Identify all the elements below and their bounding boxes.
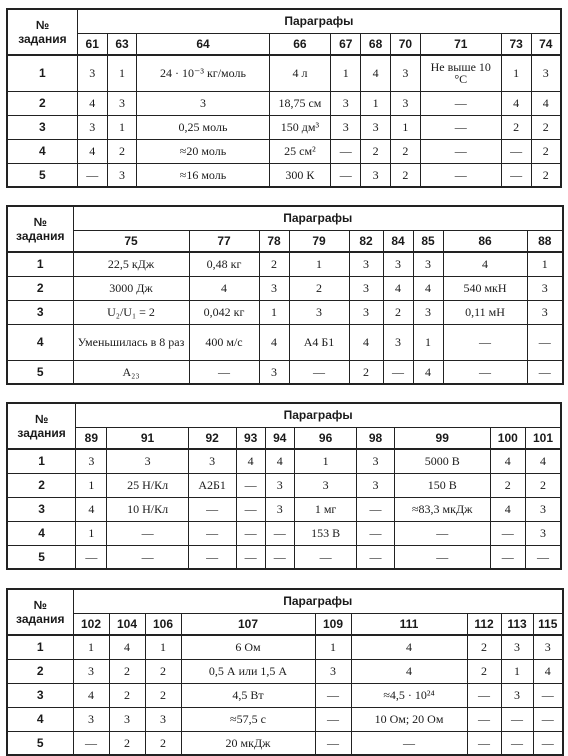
answer-cell: 4,5 Вт — [181, 683, 315, 707]
answer-cell: 1 — [289, 252, 349, 276]
task-number: 1 — [7, 449, 76, 473]
answer-cell: 0,5 А или 1,5 А — [181, 659, 315, 683]
answer-cell: 2 — [501, 115, 531, 139]
paragraph-number: 74 — [531, 33, 561, 55]
paragraph-number: 101 — [525, 427, 561, 449]
answer-cell: 4 — [490, 449, 525, 473]
answer-cell: — — [188, 497, 236, 521]
answer-cell: — — [501, 707, 533, 731]
answer-cell: 3 — [501, 635, 533, 659]
answer-cell: — — [420, 163, 501, 187]
answer-cell: 3 — [349, 276, 383, 300]
answer-cell: 4 — [361, 55, 391, 91]
answer-cell: 4 — [383, 276, 413, 300]
paragraphs-header: Параграфы — [76, 403, 561, 427]
answer-cell: 3 — [259, 276, 289, 300]
paragraphs-header: Параграфы — [73, 589, 563, 613]
answer-cell: 2 — [145, 683, 181, 707]
answer-cell: 1 — [145, 635, 181, 659]
answer-cell: 3 — [73, 659, 109, 683]
answer-cell: 2 — [531, 115, 561, 139]
paragraph-number: 98 — [357, 427, 394, 449]
answer-cell: 1 — [76, 473, 107, 497]
answer-cell: 3 — [383, 324, 413, 360]
answer-cell: 153 В — [294, 521, 356, 545]
answer-cell: 3 — [361, 163, 391, 187]
answer-cell: 4 — [413, 360, 443, 384]
answer-cell: 4 — [525, 449, 561, 473]
answer-cell: 3 — [357, 473, 394, 497]
answer-cell: — — [420, 115, 501, 139]
table-row — [7, 55, 561, 91]
answer-cell: 1 — [501, 659, 533, 683]
answer-cell: 0,042 кг — [189, 300, 259, 324]
paragraph-number: 85 — [413, 230, 443, 252]
answer-cell: — — [315, 683, 351, 707]
answer-cell: — — [420, 139, 501, 163]
paragraph-number: 112 — [467, 613, 501, 635]
answer-cell: 3 — [265, 473, 294, 497]
answer-cell: 4 — [490, 497, 525, 521]
paragraph-number: 79 — [289, 230, 349, 252]
answer-cell: 5000 В — [394, 449, 490, 473]
answer-cell: 4 — [189, 276, 259, 300]
answer-cell: 1 — [73, 635, 109, 659]
answer-cell: 540 мкН — [443, 276, 527, 300]
answer-cell: — — [188, 521, 236, 545]
answer-cell: 3 — [349, 300, 383, 324]
answer-cell: 0,48 кг — [189, 252, 259, 276]
task-number: 5 — [7, 360, 73, 384]
answer-cell: 1 — [361, 91, 391, 115]
table-row — [7, 635, 563, 659]
table-row — [7, 707, 563, 731]
paragraph-number: 96 — [294, 427, 356, 449]
answer-cell: 2 — [109, 731, 145, 755]
paragraph-number: 91 — [107, 427, 188, 449]
answer-cell: — — [357, 521, 394, 545]
answer-cell: 150 В — [394, 473, 490, 497]
table-row — [7, 449, 561, 473]
paragraph-number: 99 — [394, 427, 490, 449]
answer-cell: 4 — [77, 91, 107, 115]
paragraph-number: 64 — [137, 33, 269, 55]
answer-cell: — — [501, 731, 533, 755]
paragraph-number: 111 — [351, 613, 467, 635]
answer-cell: 1 — [331, 55, 361, 91]
table-row — [7, 683, 563, 707]
paragraph-number: 63 — [107, 33, 137, 55]
answer-cell: 6 Ом — [181, 635, 315, 659]
paragraph-number: 77 — [189, 230, 259, 252]
answer-cell: 3 — [390, 55, 420, 91]
answer-cell: 3 — [361, 115, 391, 139]
answer-cell: 3 — [525, 497, 561, 521]
answer-cell: 3 — [533, 635, 563, 659]
answer-cell: 1 — [107, 55, 137, 91]
answer-cell: 25 Н/Кл — [107, 473, 188, 497]
answer-cell: 22,5 кДж — [73, 252, 189, 276]
answer-cell: 24 · 10⁻³ кг/моль — [137, 55, 269, 91]
answer-cell: 3 — [413, 300, 443, 324]
table-row — [7, 360, 563, 384]
answer-cell: A₂₃ — [73, 360, 189, 384]
task-number: 3 — [7, 683, 73, 707]
answer-cell: 2 — [289, 276, 349, 300]
answer-cell: ≈16 моль — [137, 163, 269, 187]
answer-cell: 4 — [413, 276, 443, 300]
answer-cell: 2 — [259, 252, 289, 276]
answer-cell: 3 — [315, 659, 351, 683]
answer-cell: — — [236, 473, 265, 497]
paragraph-number: 78 — [259, 230, 289, 252]
answer-cell: 4 — [236, 449, 265, 473]
answer-cell: 3 — [390, 91, 420, 115]
paragraph-number: 104 — [109, 613, 145, 635]
task-number: 1 — [7, 55, 77, 91]
answer-cell: — — [394, 545, 490, 569]
answer-cell: 1 — [413, 324, 443, 360]
answer-cell: 3 — [383, 252, 413, 276]
answer-cell: 1 — [259, 300, 289, 324]
answer-cell: — — [357, 497, 394, 521]
answer-cell: 4 — [443, 252, 527, 276]
answer-cell: 20 мкДж — [181, 731, 315, 755]
paragraph-number: 67 — [331, 33, 361, 55]
paragraph-number: 68 — [361, 33, 391, 55]
answer-cell: 1 — [76, 521, 107, 545]
paragraph-number: 88 — [527, 230, 563, 252]
answer-cell: 4 — [259, 324, 289, 360]
paragraph-number: 93 — [236, 427, 265, 449]
answer-cell: 4 — [351, 635, 467, 659]
answer-cell: Уменьшилась в 8 раз — [73, 324, 189, 360]
answer-cell: 1 — [501, 55, 531, 91]
answer-cell: — — [467, 683, 501, 707]
paragraph-number: 106 — [145, 613, 181, 635]
task-number-header: № задания — [7, 206, 73, 252]
task-number: 3 — [7, 300, 73, 324]
answer-cell: 1 — [107, 115, 137, 139]
answer-cell: 0,25 моль — [137, 115, 269, 139]
answer-cell: 2 — [361, 139, 391, 163]
answer-cell: 3 — [357, 449, 394, 473]
answer-cell: — — [383, 360, 413, 384]
answer-cell: 4 л — [269, 55, 331, 91]
answer-cell: 3 — [265, 497, 294, 521]
answer-cell: Не выше 10 °С — [420, 55, 501, 91]
answer-cell: — — [265, 545, 294, 569]
answer-cell: — — [294, 545, 356, 569]
answer-cell: А4 Б1 — [289, 324, 349, 360]
paragraph-number: 71 — [420, 33, 501, 55]
paragraph-number: 82 — [349, 230, 383, 252]
answer-cell: — — [73, 731, 109, 755]
paragraph-number: 109 — [315, 613, 351, 635]
answer-cell: — — [533, 731, 563, 755]
answer-cell: 3 — [331, 115, 361, 139]
answer-cell: 1 — [294, 449, 356, 473]
answer-cell: — — [533, 707, 563, 731]
answer-cell: 25 см² — [269, 139, 331, 163]
task-number: 2 — [7, 276, 73, 300]
answer-cell: 3 — [107, 449, 188, 473]
table-row — [7, 139, 561, 163]
task-number: 4 — [7, 707, 73, 731]
answer-cell: 2 — [531, 163, 561, 187]
answer-cell: 18,75 см — [269, 91, 331, 115]
answer-cell: U₂/U₁ = 2 — [73, 300, 189, 324]
answer-cell: 3 — [501, 683, 533, 707]
paragraph-number: 75 — [73, 230, 189, 252]
table-row — [7, 300, 563, 324]
answer-cell: 3 — [413, 252, 443, 276]
answer-cell: 3 — [331, 91, 361, 115]
answer-cell: 2 — [525, 473, 561, 497]
answer-cell: 2 — [145, 659, 181, 683]
paragraph-number: 84 — [383, 230, 413, 252]
answer-cell: 2 — [390, 139, 420, 163]
answer-cell: 10 Ом; 20 Ом — [351, 707, 467, 731]
answer-cell: — — [315, 707, 351, 731]
table-row — [7, 545, 561, 569]
task-number: 2 — [7, 473, 76, 497]
answer-cell: 2 — [109, 683, 145, 707]
answer-cell: 1 мг — [294, 497, 356, 521]
answer-cell: — — [394, 521, 490, 545]
answer-cell: — — [76, 545, 107, 569]
answer-cell: — — [107, 521, 188, 545]
answer-cell: 2 — [531, 139, 561, 163]
answer-cell: 4 — [265, 449, 294, 473]
answer-cell: ≈20 моль — [137, 139, 269, 163]
answer-cell: — — [533, 683, 563, 707]
paragraph-number: 66 — [269, 33, 331, 55]
answer-cell: — — [77, 163, 107, 187]
answer-cell: — — [189, 360, 259, 384]
answers-table-1 — [6, 8, 562, 188]
answer-cell: — — [420, 91, 501, 115]
answer-cell: ≈83,3 мкДж — [394, 497, 490, 521]
answer-cell: — — [525, 545, 561, 569]
answers-table-2 — [6, 205, 564, 385]
answer-cell: — — [351, 731, 467, 755]
answer-cell: 150 дм³ — [269, 115, 331, 139]
answer-cell: 1 — [390, 115, 420, 139]
answer-cell: 400 м/с — [189, 324, 259, 360]
answer-cell: 4 — [109, 635, 145, 659]
answer-cell: 3 — [107, 91, 137, 115]
answer-cell: 3 — [137, 91, 269, 115]
task-number-header: № задания — [7, 9, 77, 55]
table-row — [7, 659, 563, 683]
paragraph-number: 61 — [77, 33, 107, 55]
task-number: 4 — [7, 521, 76, 545]
answer-cell: 4 — [77, 139, 107, 163]
answer-cell: 2 — [109, 659, 145, 683]
answer-cell: 3 — [527, 300, 563, 324]
paragraphs-header: Параграфы — [73, 206, 563, 230]
answer-cell: — — [289, 360, 349, 384]
answer-cell: 3 — [109, 707, 145, 731]
answer-cell: 3 — [188, 449, 236, 473]
table-row — [7, 324, 563, 360]
paragraph-number: 115 — [533, 613, 563, 635]
answer-cell: 4 — [531, 91, 561, 115]
answer-cell: 3 — [525, 521, 561, 545]
answer-cell: 0,11 мН — [443, 300, 527, 324]
answer-cell: — — [501, 139, 531, 163]
paragraph-number: 70 — [390, 33, 420, 55]
answer-cell: — — [443, 324, 527, 360]
task-number: 5 — [7, 731, 73, 755]
paragraph-number: 113 — [501, 613, 533, 635]
answer-cell: — — [490, 521, 525, 545]
answer-cell: — — [467, 707, 501, 731]
answer-cell: 3 — [145, 707, 181, 731]
answer-cell: — — [490, 545, 525, 569]
answer-cell: ≈57,5 с — [181, 707, 315, 731]
answer-cell: 3 — [77, 115, 107, 139]
task-number-header: № задания — [7, 589, 73, 635]
answer-cell: 4 — [351, 659, 467, 683]
task-number: 5 — [7, 545, 76, 569]
answer-cell: 2 — [490, 473, 525, 497]
answer-cell: 3 — [531, 55, 561, 91]
answer-cell: 3 — [527, 276, 563, 300]
answer-cell: — — [527, 324, 563, 360]
answer-cell: 300 К — [269, 163, 331, 187]
answer-cell: 2 — [383, 300, 413, 324]
answer-cell: — — [467, 731, 501, 755]
answer-cell: 1 — [527, 252, 563, 276]
answer-cell: — — [331, 163, 361, 187]
paragraph-number: 100 — [490, 427, 525, 449]
answer-cell: 2 — [390, 163, 420, 187]
table-row — [7, 521, 561, 545]
answer-cell: 3 — [77, 55, 107, 91]
answer-cell: 1 — [315, 635, 351, 659]
task-number: 1 — [7, 635, 73, 659]
answer-cell: А2Б1 — [188, 473, 236, 497]
answers-table-3 — [6, 402, 562, 570]
table-row — [7, 252, 563, 276]
task-number: 1 — [7, 252, 73, 276]
answer-cell: — — [331, 139, 361, 163]
answer-cell: 2 — [145, 731, 181, 755]
table-row — [7, 163, 561, 187]
answer-cell: 3 — [76, 449, 107, 473]
answer-cell: — — [315, 731, 351, 755]
answer-cell: — — [501, 163, 531, 187]
answer-cell: 4 — [533, 659, 563, 683]
paragraph-number: 102 — [73, 613, 109, 635]
answer-cell: 3 — [294, 473, 356, 497]
table-row — [7, 473, 561, 497]
answer-cell: 2 — [107, 139, 137, 163]
paragraph-number: 94 — [265, 427, 294, 449]
answer-cell: 3 — [73, 707, 109, 731]
table-row — [7, 497, 561, 521]
answer-cell: 2 — [467, 659, 501, 683]
task-number: 4 — [7, 324, 73, 360]
task-number: 3 — [7, 115, 77, 139]
answer-cell: 3 — [349, 252, 383, 276]
answer-cell: — — [236, 521, 265, 545]
task-number: 2 — [7, 659, 73, 683]
answer-cell: 2 — [467, 635, 501, 659]
answer-cell: 3 — [289, 300, 349, 324]
answer-cell: 3 — [107, 163, 137, 187]
task-number: 3 — [7, 497, 76, 521]
table-row — [7, 276, 563, 300]
answer-cell: 4 — [349, 324, 383, 360]
answer-cell: 4 — [73, 683, 109, 707]
answer-cell: 3000 Дж — [73, 276, 189, 300]
answer-cell: — — [527, 360, 563, 384]
answer-cell: 3 — [259, 360, 289, 384]
table-row — [7, 731, 563, 755]
answer-cell: — — [236, 545, 265, 569]
table-row — [7, 115, 561, 139]
answer-cell: — — [188, 545, 236, 569]
paragraph-number: 73 — [501, 33, 531, 55]
answers-table-4 — [6, 588, 564, 756]
answer-cell: — — [357, 545, 394, 569]
answer-cell: — — [443, 360, 527, 384]
answer-cell: 2 — [349, 360, 383, 384]
task-number: 2 — [7, 91, 77, 115]
answer-cell: 10 Н/Кл — [107, 497, 188, 521]
table-row — [7, 91, 561, 115]
task-number: 4 — [7, 139, 77, 163]
answer-cell: — — [236, 497, 265, 521]
paragraph-number: 89 — [76, 427, 107, 449]
answer-cell: — — [265, 521, 294, 545]
answer-cell: ≈4,5 · 10²⁴ — [351, 683, 467, 707]
answer-cell: — — [107, 545, 188, 569]
answer-cell: 4 — [501, 91, 531, 115]
task-number-header: № задания — [7, 403, 76, 449]
paragraph-number: 107 — [181, 613, 315, 635]
task-number: 5 — [7, 163, 77, 187]
paragraph-number: 92 — [188, 427, 236, 449]
paragraphs-header: Параграфы — [77, 9, 561, 33]
paragraph-number: 86 — [443, 230, 527, 252]
answer-cell: 4 — [76, 497, 107, 521]
